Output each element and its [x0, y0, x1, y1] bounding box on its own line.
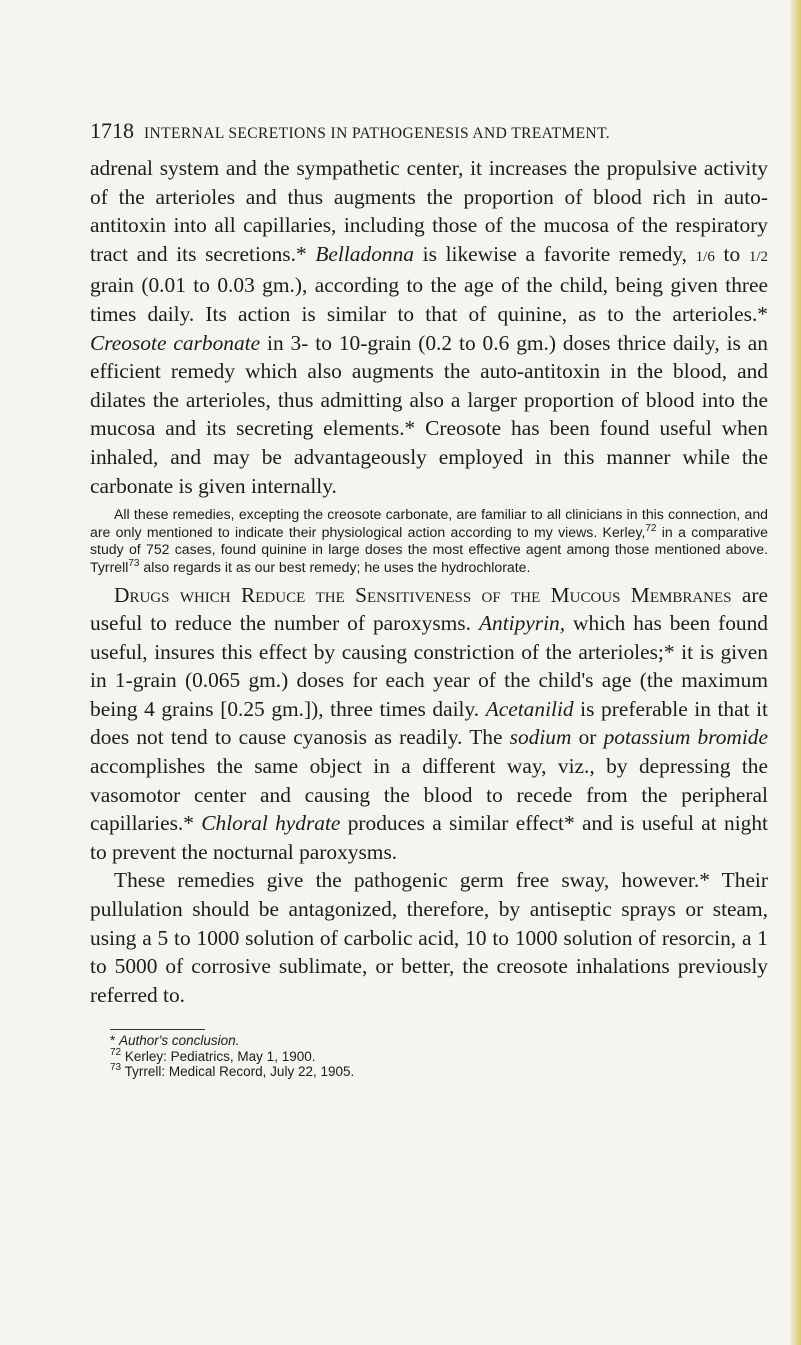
- antipyrin-term: Antipyrin,: [478, 611, 566, 636]
- ref-73: 73: [128, 557, 140, 569]
- small-print-note: All these remedies, excepting the creosote carbonate, are familiar to all clinicians in this connection, and are only mentioned to indicate their physiological action according to my views. Kerley,$^{72}$ in a comparative study of 752 cases, found quinine in large doses the most effective agent among those mentioned above. Tyrrell$^{73}$ also regards it as our best remedy; he uses the hydrochlorate.: [90, 506, 768, 575]
- footnote: $^{72}$ Kerley: Pediatrics, May 1, 1900.: [110, 1046, 316, 1064]
- footnote: * Author's conclusion.: [110, 1033, 240, 1049]
- book-page: [90, 118, 768, 1080]
- chloral-hydrate-term: Chloral hydrate: [201, 811, 341, 836]
- footnote: $^{73}$ Tyrrell: Medical Record, July 22, 1905.: [110, 1062, 355, 1080]
- paragraph-remedies: These remedies give the pathogenic germ free sway, however.* Their pullulation should be antagonized, therefore, by antiseptic sprays or steam, using a 5 to 1000 solution of carbolic acid, 10 to 1000 solution of resorcin, a 1 to 5000 of corrosive sublimate, or better, the creosote inhalations previously referred to.: [90, 868, 768, 1007]
- fraction-one-sixth: 1/6: [695, 248, 715, 265]
- ref-72: 72: [645, 522, 657, 534]
- page-number: 1718: [90, 118, 134, 143]
- running-title: INTERNAL SECRETIONS IN PATHOGENESIS AND TREATMENT.: [144, 125, 611, 142]
- creosote-term: Creosote carbonate: [90, 330, 261, 355]
- page-edge: [789, 0, 801, 1345]
- potassium-bromide-term: potassium bromide: [603, 725, 768, 750]
- paragraph-adrenal: adrenal system and the sympathetic center, it increases the propulsive activity of the arterioles and thus augments the proportion of blood rich in auto-antitoxin into all capillaries, including those of the mucosa of the respiratory tract and its secretions.* Belladonna is likewise a favorite remedy, 1/6 to 1/2 grain (0.01 to 0.03 gm.), according to the age of the child, being given three times daily. Its action is similar to that of quinine, as to the arterioles.* Creosote carbonate in 3- to 10-grain (0.2 to 0.6 gm.) doses thrice daily, is an efficient remedy which also augments the auto-antitoxin in the blood, and dilates the arterioles, thus admitting also a larger proportion of blood into the mucosa and its secreting elements.* Creosote has been found useful when inhaled, and may be advantageously employed in this manner while the carbonate is given internally.: [90, 156, 768, 498]
- footnotes: [90, 1033, 768, 1080]
- running-header: [90, 118, 768, 144]
- section-heading: Drugs which Reduce the Sensitiveness of the Mucous Membranes: [114, 582, 732, 607]
- footnote-rule: [110, 1029, 205, 1030]
- sodium-term: sodium: [509, 725, 572, 750]
- paragraph-drugs: Drugs which Reduce the Sensitiveness of the Mucous Membranes are useful to reduce the number of paroxysms. Antipyrin, which has been found useful, insures this effect by causing constriction of the arterioles;* it is given in 1-grain (0.065 gm.) doses for each year of the child's age (the maximum being 4 grains [0.25 gm.]), three times daily. Acetanilid is preferable in that it does not tend to cause cyanosis as readily. The sodium or potassium bromide accomplishes the same object in a different way, viz., by depressing the vasomotor center and causing the blood to recede from the peripheral capillaries.* Chloral hydrate produces a similar effect* and is useful at night to prevent the nocturnal paroxysms.: [90, 582, 768, 864]
- acetanilid-term: Acetanilid: [485, 696, 574, 721]
- belladonna-term: Belladonna: [315, 241, 414, 266]
- fraction-one-half: 1/2: [748, 248, 768, 265]
